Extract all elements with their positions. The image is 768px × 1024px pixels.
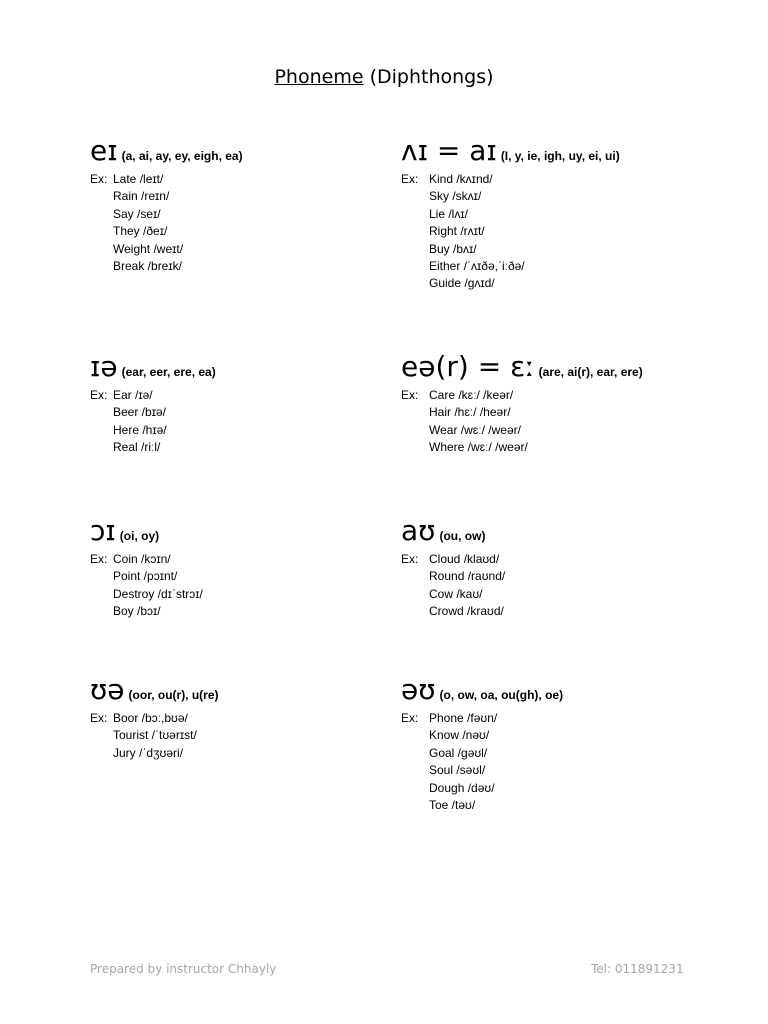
example-word: Destroy /dɪˈstrɔɪ/	[113, 586, 203, 601]
example-word: Say /seɪ/	[113, 206, 161, 221]
example-word: Beer /bɪə/	[113, 405, 166, 420]
example-list	[401, 710, 731, 814]
example-row	[90, 439, 420, 456]
title-underlined: Phoneme	[274, 66, 364, 88]
phoneme-symbol: ɔɪ	[90, 514, 116, 547]
example-word: Rain /reɪn/	[113, 189, 170, 204]
example-row	[401, 223, 731, 240]
example-word: Guide /gʌɪd/	[429, 276, 495, 291]
example-label	[90, 206, 113, 223]
example-label	[401, 780, 429, 797]
example-list	[401, 387, 731, 457]
example-label	[401, 404, 429, 421]
example-word: Here /hɪə/	[113, 422, 167, 437]
example-row	[401, 762, 731, 779]
example-word: Late /leɪt/	[113, 172, 164, 186]
example-row	[401, 275, 731, 292]
example-row	[90, 727, 420, 744]
example-word: Right /rʌɪt/	[429, 224, 485, 239]
phoneme-symbol: ɪə	[90, 350, 118, 383]
spelling-patterns: (oor, ou(r), u(re)	[128, 688, 219, 702]
example-word: Kind /kʌɪnd/	[429, 172, 493, 186]
example-word: Break /breɪk/	[113, 259, 182, 274]
diphthong-section	[401, 134, 731, 293]
example-list	[401, 551, 731, 621]
example-row	[401, 727, 731, 744]
example-row	[90, 551, 420, 568]
example-word: Hair /hɛː/ /heər/	[429, 405, 511, 420]
diphthong-section	[401, 514, 731, 621]
example-label	[401, 275, 429, 292]
diphthong-section	[401, 350, 731, 457]
example-label	[90, 727, 113, 744]
example-word: Buy /bʌɪ/	[429, 241, 477, 256]
example-label	[401, 241, 429, 258]
example-word: Cloud /klaʊd/	[429, 552, 500, 566]
example-label	[90, 586, 113, 603]
example-word: Wear /wɛː/ /weər/	[429, 422, 521, 437]
title-rest: (Diphthongs)	[363, 66, 494, 88]
diphthong-section	[90, 134, 420, 275]
example-word: Ear /ɪə/	[113, 388, 153, 402]
example-row	[401, 206, 731, 223]
example-word: Point /pɔɪnt/	[113, 569, 178, 584]
spelling-patterns: (ou, ow)	[439, 529, 486, 543]
example-word: Cow /kaʊ/	[429, 586, 483, 601]
example-label	[90, 422, 113, 439]
example-list	[90, 171, 420, 275]
example-label	[90, 404, 113, 421]
spelling-patterns: (a, ai, ay, ey, eigh, ea)	[121, 149, 243, 163]
example-word: Coin /kɔɪn/	[113, 552, 171, 566]
section-heading	[90, 350, 420, 383]
example-label: Ex:	[90, 552, 108, 566]
example-word: Toe /təʊ/	[429, 798, 476, 813]
example-label	[90, 439, 113, 456]
example-word: Round /raʊnd/	[429, 569, 506, 584]
example-row	[401, 710, 731, 727]
phoneme-symbol: aʊ	[401, 514, 436, 547]
example-row	[90, 603, 420, 620]
example-row	[90, 387, 420, 404]
example-row	[401, 439, 731, 456]
example-word: Either /ˈʌɪðə,ˈiːðə/	[429, 259, 525, 274]
example-label	[401, 422, 429, 439]
example-word: Goal /gəʊl/	[429, 745, 488, 760]
example-label	[401, 188, 429, 205]
example-row	[90, 171, 420, 188]
example-label	[90, 188, 113, 205]
example-label: Ex:	[90, 172, 108, 186]
spelling-patterns: (are, ai(r), ear, ere)	[538, 365, 643, 379]
example-label	[401, 586, 429, 603]
example-word: Where /wɛː/ /weər/	[429, 440, 528, 455]
example-row	[401, 241, 731, 258]
example-row	[90, 206, 420, 223]
example-label	[90, 568, 113, 585]
example-word: Crowd /kraʊd/	[429, 604, 504, 619]
example-label	[90, 603, 113, 620]
example-row	[90, 188, 420, 205]
section-heading	[401, 134, 731, 167]
phoneme-symbol: ʌɪ = aɪ	[401, 134, 497, 167]
footer-prepared-by: Prepared by instructor Chhayly	[90, 962, 277, 976]
example-row	[90, 586, 420, 603]
example-row	[401, 188, 731, 205]
example-word: Dough /dəʊ/	[429, 780, 495, 795]
spelling-patterns: (I, y, ie, igh, uy, ei, ui)	[500, 149, 620, 163]
example-label: Ex:	[401, 388, 419, 402]
example-row	[401, 387, 731, 404]
example-label	[401, 223, 429, 240]
example-label: Ex:	[90, 711, 108, 725]
example-row	[90, 422, 420, 439]
example-word: Weight /weɪt/	[113, 241, 184, 256]
example-list	[90, 710, 420, 762]
example-label	[401, 206, 429, 223]
example-list	[401, 171, 731, 293]
example-word: Tourist /ˈtʊərɪst/	[113, 728, 197, 743]
diphthong-section	[90, 350, 420, 457]
example-label: Ex:	[401, 172, 419, 186]
example-row	[401, 797, 731, 814]
diphthong-section	[401, 673, 731, 814]
example-label	[401, 727, 429, 744]
example-label	[90, 258, 113, 275]
section-heading	[401, 350, 731, 383]
example-word: Jury /ˈdʒʊəri/	[113, 745, 184, 760]
section-heading	[401, 514, 731, 547]
spelling-patterns: (oi, oy)	[119, 529, 160, 543]
example-row	[90, 258, 420, 275]
example-word: Lie /lʌɪ/	[429, 206, 468, 221]
example-row	[401, 171, 731, 188]
example-row	[90, 568, 420, 585]
example-label	[401, 258, 429, 275]
example-label	[401, 797, 429, 814]
example-label	[401, 439, 429, 456]
example-label	[401, 603, 429, 620]
example-row	[401, 603, 731, 620]
example-row	[90, 404, 420, 421]
example-word: Sky /skʌɪ/	[429, 189, 482, 204]
example-word: Care /kɛː/ /keər/	[429, 388, 514, 402]
example-label	[90, 241, 113, 258]
example-label	[401, 762, 429, 779]
section-heading	[90, 134, 420, 167]
example-row	[401, 551, 731, 568]
example-row	[90, 223, 420, 240]
example-row	[90, 241, 420, 258]
example-row	[401, 422, 731, 439]
example-row	[401, 258, 731, 275]
example-word: Boor /bɔː,bʊə/	[113, 711, 188, 725]
example-label	[90, 223, 113, 240]
example-word: They /ðeɪ/	[113, 224, 168, 239]
example-word: Soul /səʊl/	[429, 763, 486, 778]
section-heading	[401, 673, 731, 706]
spelling-patterns: (ear, eer, ere, ea)	[121, 365, 216, 379]
example-label: Ex:	[90, 388, 108, 402]
phoneme-symbol: eə(r) = ɛː	[401, 350, 535, 383]
example-row	[401, 404, 731, 421]
spelling-patterns: (o, ow, oa, ou(gh), oe)	[439, 688, 564, 702]
example-word: Phone /fəʊn/	[429, 711, 498, 725]
example-row	[90, 710, 420, 727]
example-row	[401, 568, 731, 585]
example-label: Ex:	[401, 552, 419, 566]
phoneme-symbol: eɪ	[90, 134, 118, 167]
example-row	[401, 586, 731, 603]
phoneme-symbol: əʊ	[401, 673, 436, 706]
example-word: Real /riːl/	[113, 440, 161, 455]
example-label	[401, 745, 429, 762]
example-word: Boy /bɔɪ/	[113, 604, 161, 619]
example-label	[90, 745, 113, 762]
example-list	[90, 387, 420, 457]
example-label: Ex:	[401, 711, 419, 725]
example-label	[401, 568, 429, 585]
example-list	[90, 551, 420, 621]
footer-telephone: Tel: 011891231	[591, 962, 684, 976]
example-row	[401, 780, 731, 797]
example-row	[90, 745, 420, 762]
example-row	[401, 745, 731, 762]
page-title	[0, 66, 768, 88]
phoneme-symbol: ʊə	[90, 673, 125, 706]
example-word: Know /nəʊ/	[429, 728, 490, 743]
